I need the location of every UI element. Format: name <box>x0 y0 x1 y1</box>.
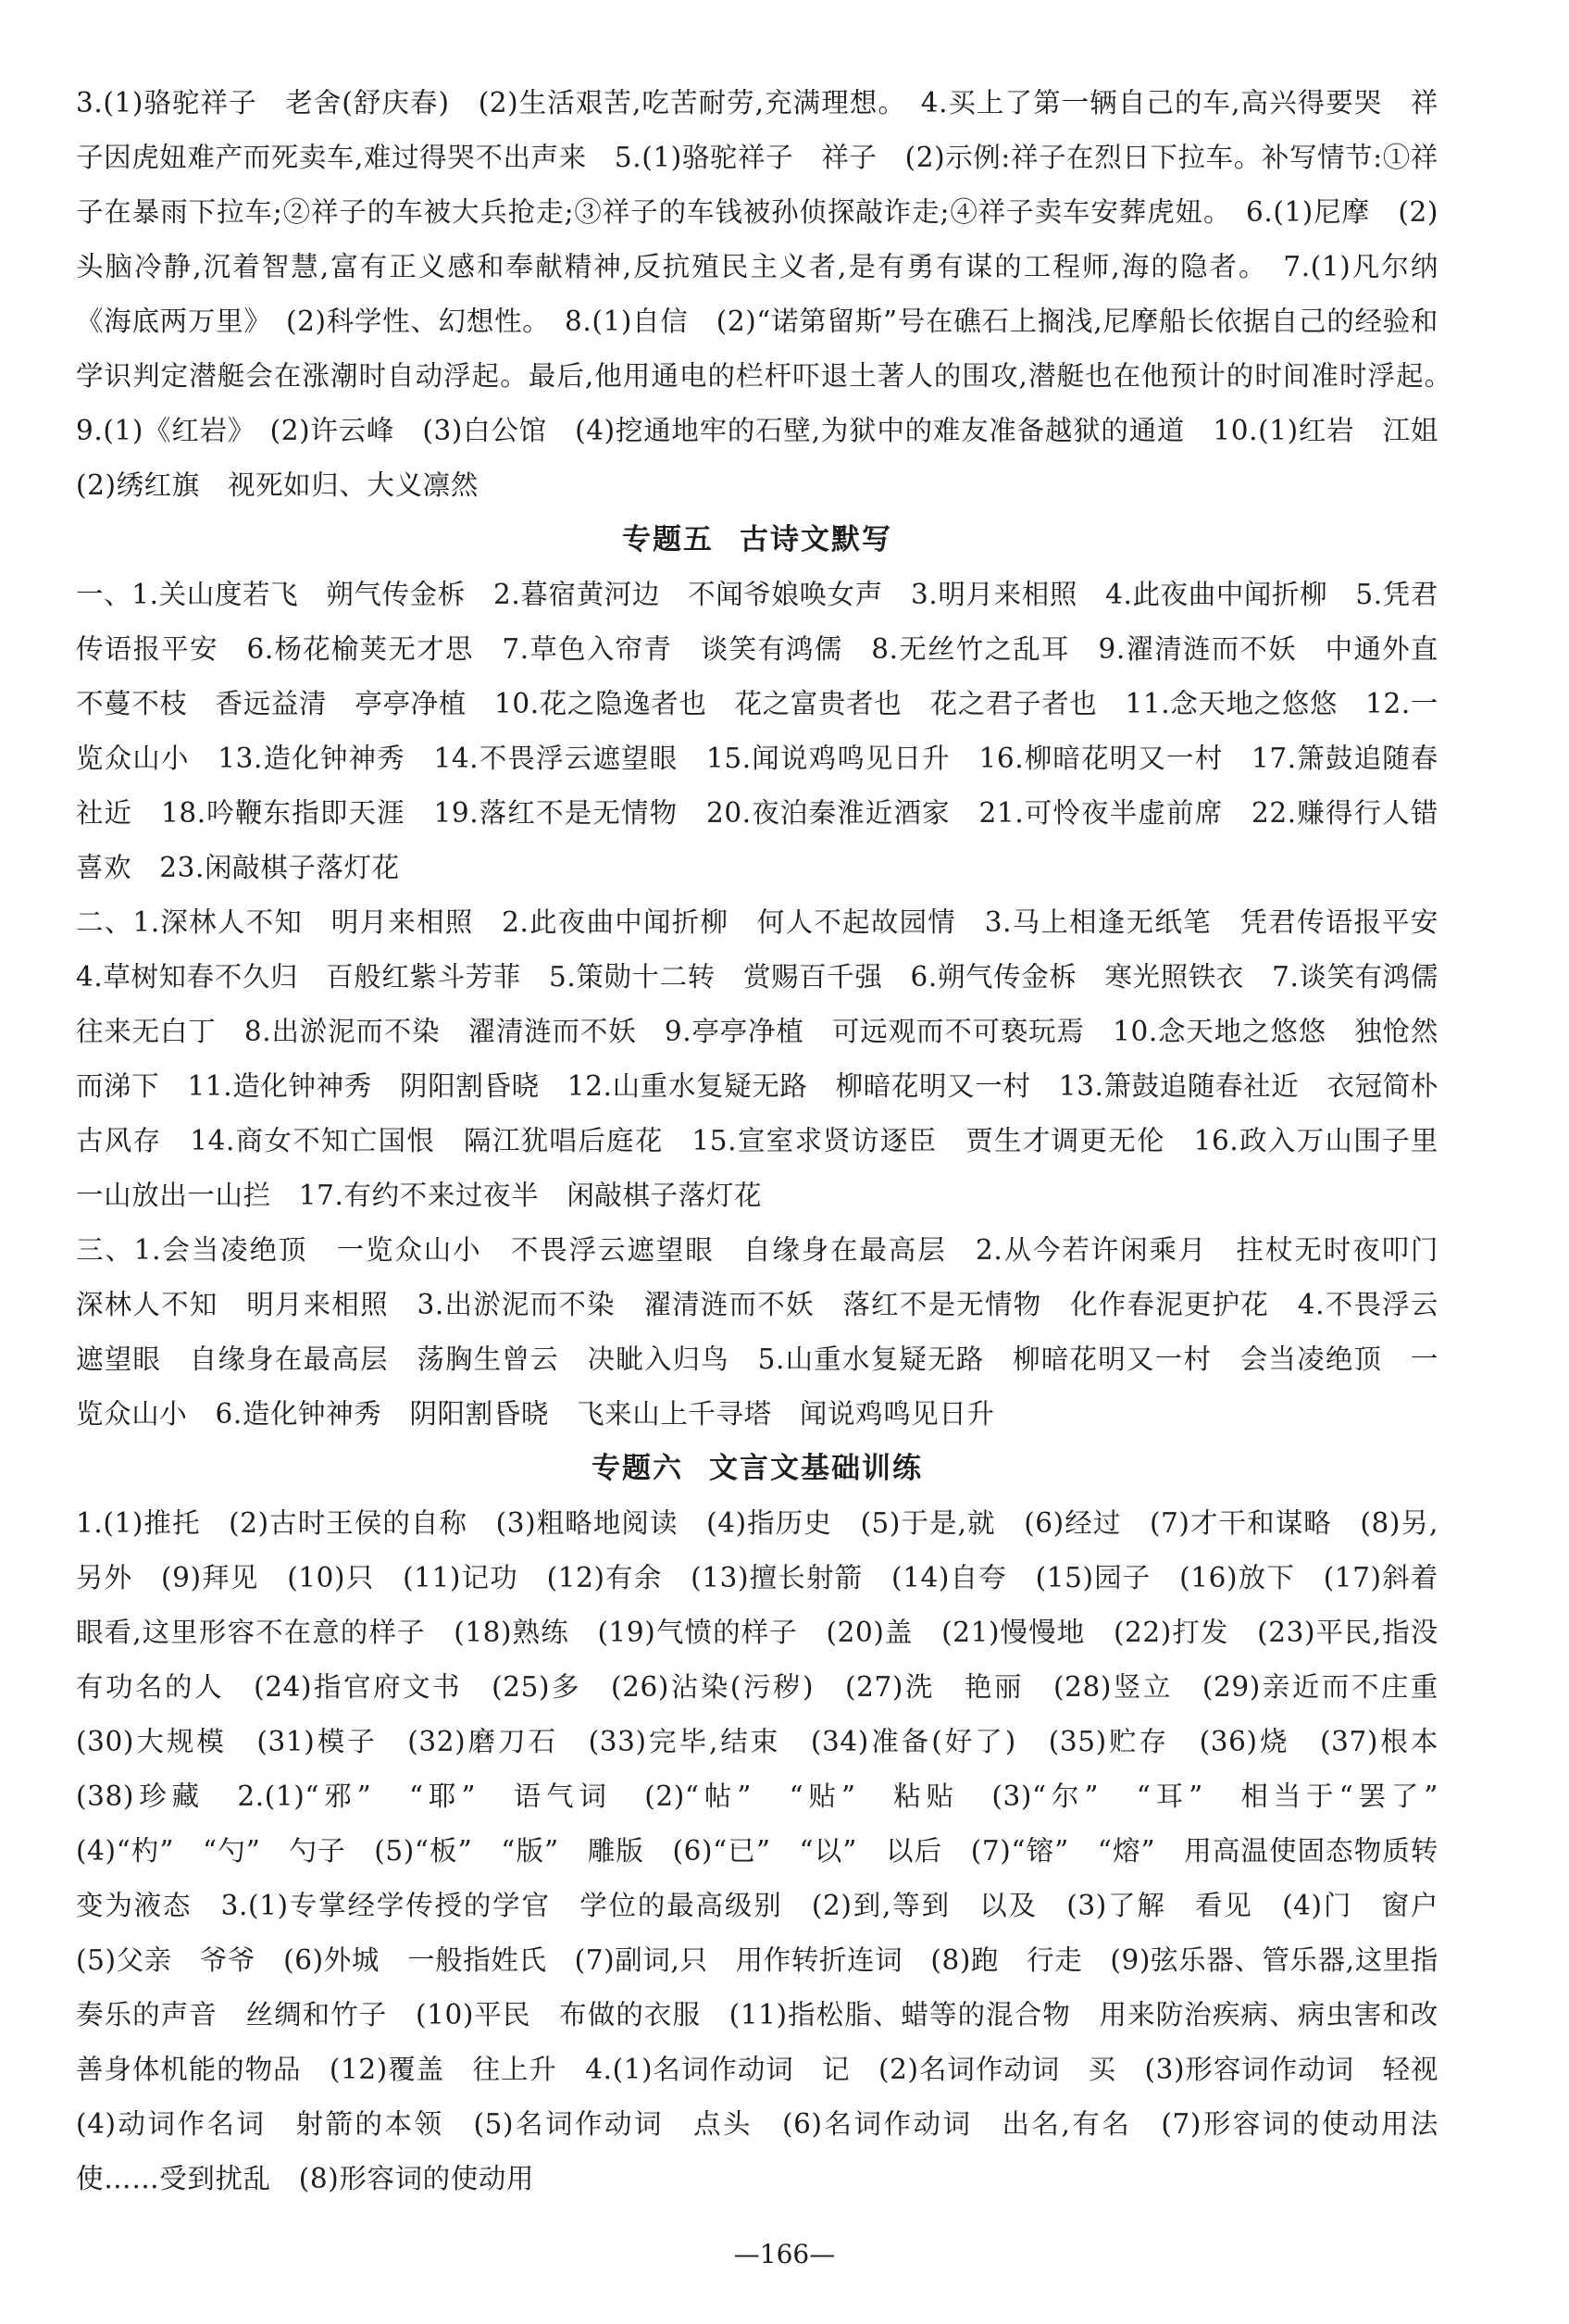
section-heading <box>76 1442 1438 1496</box>
answer-paragraph: 1.(1)推托 (2)古时王侯的自称 (3)粗略地阅读 (4)指历史 (5)于是,就 (6)经过 (7)才干和谋略 (8)另,另外 (9)拜见 (10)只 (11)记功 (12)有余 (13)擅长射箭 (14)自夸 (15)园子 (16)放下 (17)斜着眼看,这里形容不在意的样子 (18)熟练 (19)气愤的样子 (20)盖 (21)慢慢地 (22)打发 (23)平民,指没有功名的人 (24)指官府文书 (25)多 (26)沾染(污秽) (27)洗 艳丽 (28)竖立 (29)亲近而不庄重 (30)大规模 (31)模子 (32)磨刀石 (33)完毕,结束 (34)准备(好了) (35)贮存 (36)烧 (37)根本 (38)珍藏 2.(1)“邪” “耶” 语气词 (2)“帖” “贴” 粘贴 (3)“尔” “耳” 相当于“罢了” (4)“杓” “勺” 勺子 (5)“板” “版” 雕版 (6)“已” “以” 以后 (7)“镕” “熔” 用高温使固态物质转变为液态 3.(1)专掌经学传授的学官 学位的最高级别 (2)到,等到 以及 (3)了解 看见 (4)门 窗户 (5)父亲 爷爷 (6)外城 一般指姓氏 (7)副词,只 用作转折连词 (8)跑 行走 (9)弦乐器、管乐器,这里指奏乐的声音 丝绸和竹子 (10)平民 布做的衣服 (11)指松脂、蜡等的混合物 用来防治疾病、病虫害和改善身体机能的物品 (12)覆盖 往上升 4.(1)名词作动词 记 (2)名词作动词 买 (3)形容词作动词 轻视 (4)动词作名词 射箭的本领 (5)名词作动词 点头 (6)名词作动词 出名,有名 (7)形容词的使动用法 使……受到扰乱 (8)形容词的使动用 <box>76 1507 1467 2194</box>
answer-paragraph: 三、1.会当凌绝顶 一览众山小 不畏浮云遮望眼 自缘身在最高层 2.从今若许闲乘月 拄杖无时夜叩门 深林人不知 明月来相照 3.出淤泥而不染 濯清涟而不妖 落红不是无情物 化作春泥更护花 4.不畏浮云遮望眼 自缘身在最高层 荡胸生曾云 决眦入归鸟 5.山重水复疑无路 柳暗花明又一村 会当凌绝顶 一览众山小 6.造化钟神秀 阴阳割昏晓 飞来山上千寻塔 闻说鸡鸣见日升 <box>76 1234 1467 1430</box>
section-title: 文言文基础训练 <box>709 1452 923 1485</box>
section-number: 专题五 <box>622 523 714 556</box>
section-title: 古诗文默写 <box>740 523 892 556</box>
page-number: —166— <box>733 2239 836 2269</box>
section-number: 专题六 <box>591 1452 683 1485</box>
section-heading <box>76 513 1438 568</box>
answer-paragraph: 二、1.深林人不知 明月来相照 2.此夜曲中闻折柳 何人不起故园情 3.马上相逢无纸笔 凭君传语报平安 4.草树知春不久归 百般红紫斗芳菲 5.策勋十二转 赏赐百千强 6.朔气传金柝 寒光照铁衣 7.谈笑有鸿儒 往来无白丁 8.出淤泥而不染 濯清涟而不妖 9.亭亭净植 可远观而不可亵玩焉 10.念天地之悠悠 独怆然而涕下 11.造化钟神秀 阴阳割昏晓 12.山重水复疑无路 柳暗花明又一村 13.箫鼓追随春社近 衣冠简朴古风存 14.商女不知亡国恨 隔江犹唱后庭花 15.宣室求贤访逐臣 贾生才调更无伦 16.政入万山围子里 一山放出一山拦 17.有约不来过夜半 闲敲棋子落灯花 <box>76 906 1467 1211</box>
answer-key-page <box>76 76 1467 2206</box>
answer-paragraph: 一、1.关山度若飞 朔气传金柝 2.暮宿黄河边 不闻爷娘唤女声 3.明月来相照 4.此夜曲中闻折柳 5.凭君传语报平安 6.杨花榆荚无才思 7.草色入帘青 谈笑有鸿儒 8.无丝竹之乱耳 9.濯清涟而不妖 中通外直 不蔓不枝 香远益清 亭亭净植 10.花之隐逸者也 花之富贵者也 花之君子者也 11.念天地之悠悠 12.一览众山小 13.造化钟神秀 14.不畏浮云遮望眼 15.闻说鸡鸣见日升 16.柳暗花明又一村 17.箫鼓追随春社近 18.吟鞭东指即天涯 19.落红不是无情物 20.夜泊秦淮近酒家 21.可怜夜半虚前席 22.赚得行人错喜欢 23.闲敲棋子落灯花 <box>76 579 1467 883</box>
answer-paragraph: 3.(1)骆驼祥子 老舍(舒庆春) (2)生活艰苦,吃苦耐劳,充满理想。 4.买上了第一辆自己的车,高兴得要哭 祥子因虎妞难产而死卖车,难过得哭不出声来 5.(1)骆驼祥子 祥子 (2)示例:祥子在烈日下拉车。补写情节:①祥子在暴雨下拉车;②祥子的车被大兵抢走;③祥子的车钱被孙侦探敲诈走;④祥子卖车安葬虎妞。 6.(1)尼摩 (2)头脑冷静,沉着智慧,富有正义感和奉献精神,反抗殖民主义者,是有勇有谋的工程师,海的隐者。 7.(1)凡尔纳 《海底两万里》 (2)科学性、幻想性。 8.(1)自信 (2)“诺第留斯”号在礁石上搁浅,尼摩船长依据自己的经验和学识判定潜艇会在涨潮时自动浮起。最后,他用通电的栏杆吓退土著人的围攻,潜艇也在他预计的时间准时浮起。 9.(1)《红岩》 (2)许云峰 (3)白公馆 (4)挖通地牢的石壁,为狱中的难友准备越狱的通道 10.(1)红岩 江姐 (2)绣红旗 视死如归、大义凛然 <box>76 87 1467 501</box>
